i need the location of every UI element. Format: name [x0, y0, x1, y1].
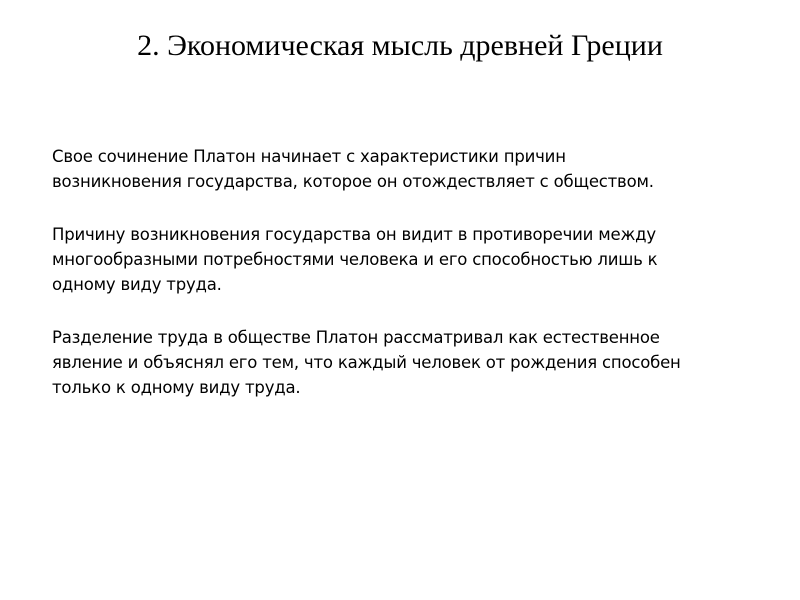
paragraph-1 — [52, 144, 752, 194]
paragraph-line: возникновения государства, которое он отождествляет с обществом. — [52, 172, 654, 191]
slide-body — [52, 144, 752, 428]
paragraph-line: одному виду труда. — [52, 275, 222, 294]
paragraph-line: Разделение труда в обществе Платон рассматривал как естественное — [52, 328, 660, 347]
paragraph-2 — [52, 222, 752, 297]
paragraph-3 — [52, 325, 752, 400]
paragraph-line: Свое сочинение Платон начинает с характеристики причин — [52, 147, 566, 166]
paragraph-line: явление и объяснял его тем, что каждый человек от рождения способен — [52, 353, 681, 372]
paragraph-line: многообразными потребностями человека и его способностью лишь к — [52, 250, 658, 269]
paragraph-line: только к одному виду труда. — [52, 378, 301, 397]
slide-title: 2. Экономическая мысль древней Греции — [137, 29, 663, 62]
paragraph-line: Причину возникновения государства он видит в противоречии между — [52, 225, 656, 244]
